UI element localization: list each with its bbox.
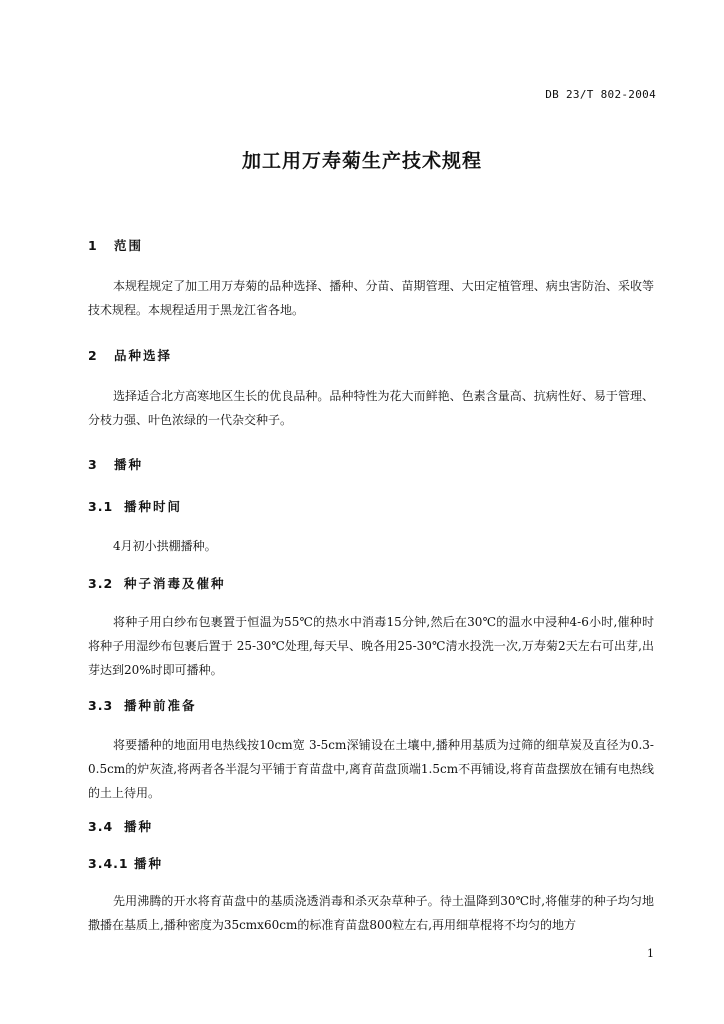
heading-number: 3.3 <box>88 698 114 713</box>
page-number: 1 <box>647 947 654 960</box>
paragraph-variety-selection: 选择适合北方高寒地区生长的优良品种。品种特性为花大而鲜艳、色素含量高、抗病性好、易于管理、分枝力强、叶色浓绿的一代杂交种子。 <box>88 389 654 427</box>
heading-text: 播种 <box>114 457 144 472</box>
heading-text: 种子消毒及催种 <box>124 576 226 591</box>
heading-scope <box>88 236 143 254</box>
standard-id: DB 23/T 802-2004 <box>545 88 656 101</box>
heading-number: 3.2 <box>88 576 114 591</box>
heading-text: 范围 <box>114 238 144 253</box>
heading-number: 3.1 <box>88 499 114 514</box>
heading-seed-disinfection <box>88 574 226 592</box>
heading-text: 播种前准备 <box>124 698 197 713</box>
paragraph-sowing-3-4-1: 先用沸腾的开水将育苗盘中的基质浇透消毒和杀灭杂草种子。待土温降到30℃时,将催芽的种子均匀地撒播在基质上,播种密度为35cmx60cm的标准育苗盘800粒左右,再用细草棍将不均匀的地方 <box>88 894 654 932</box>
heading-text: 品种选择 <box>114 348 173 363</box>
paragraph-scope: 本规程规定了加工用万寿菊的品种选择、播种、分苗、苗期管理、大田定植管理、病虫害防治、采收等技术规程。本规程适用于黑龙江省各地。 <box>88 279 654 317</box>
heading-sowing <box>88 455 143 473</box>
paragraph-seed-disinfection: 将种子用白纱布包裹置于恒温为55℃的热水中消毒15分钟,然后在30℃的温水中浸种4-6小时,催种时将种子用湿纱布包裹后置于 25-30℃处理,每天早、晚各用25-30℃清水投洗一次,万寿菊2天左右可出芽,出芽达到20%时即可播种。 <box>88 615 654 677</box>
heading-sowing-time <box>88 497 182 515</box>
paragraph-sowing-time: 4月初小拱棚播种。 <box>113 539 217 553</box>
heading-sowing-preparation <box>88 696 197 714</box>
document-title: 加工用万寿菊生产技术规程 <box>241 150 482 172</box>
heading-variety-selection <box>88 346 172 364</box>
heading-number: 3.4.1 <box>88 856 129 871</box>
heading-number: 2 <box>88 348 98 363</box>
heading-text: 播种 <box>124 819 154 834</box>
heading-sowing-3-4-1 <box>88 854 163 872</box>
heading-number: 3 <box>88 457 98 472</box>
heading-number: 3.4 <box>88 819 114 834</box>
heading-number: 1 <box>88 238 98 253</box>
heading-text: 播种 <box>134 856 164 871</box>
heading-sowing-3-4 <box>88 817 153 835</box>
paragraph-sowing-preparation: 将要播种的地面用电热线按10cm宽 3-5cm深铺设在土壤中,播种用基质为过筛的细草炭及直径为0.3-0.5cm的炉灰渣,将两者各半混匀平铺于育苗盘中,离育苗盘顶端1.5cm不再铺设,将育苗盘摆放在铺有电热线的土上待用。 <box>88 738 654 800</box>
heading-text: 播种时间 <box>124 499 183 514</box>
